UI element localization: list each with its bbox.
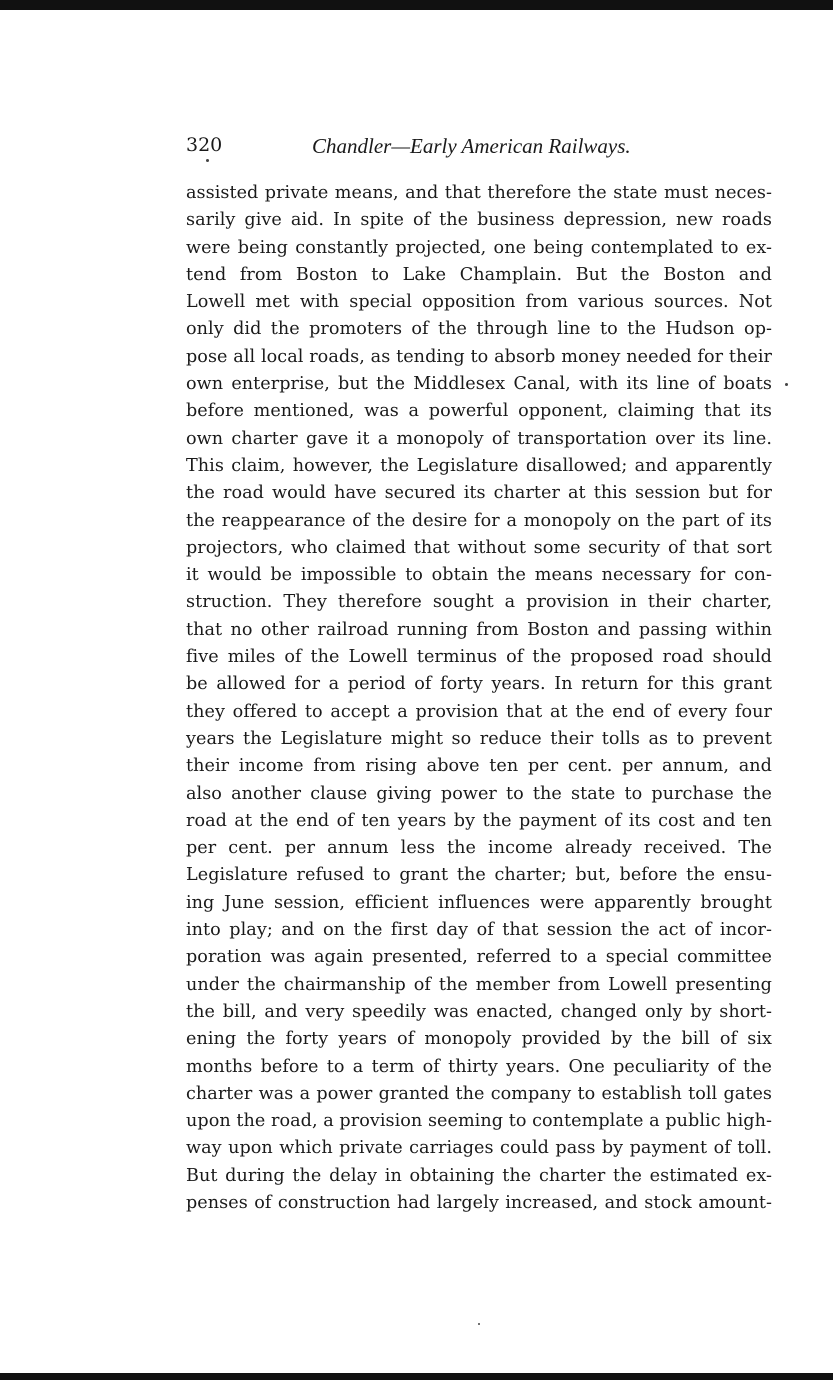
text-line: ening the forty years of monopoly provided by the bill of six xyxy=(186,1029,772,1050)
page-number: 320 xyxy=(186,134,223,156)
text-line: pose all local roads, as tending to absorb money needed for their xyxy=(186,346,772,367)
text-line: projectors, who claimed that without some security of that sort xyxy=(186,537,772,558)
text-line: the bill, and very speedily was enacted, changed only by short- xyxy=(186,1001,772,1022)
text-line: penses of construction had largely increased, and stock amount- xyxy=(186,1192,772,1213)
scan-top-edge xyxy=(0,0,833,10)
text-line: the reappearance of the desire for a monopoly on the part of its xyxy=(186,510,772,531)
running-title: Chandler—Early American Railways. xyxy=(312,134,631,158)
text-line: their income from rising above ten per cent. per annum, and xyxy=(186,756,772,777)
scan-speck xyxy=(206,159,209,162)
text-line: per cent. per annum less the income already received. The xyxy=(186,838,772,859)
text-line: struction. They therefore sought a provision in their charter, xyxy=(186,592,772,613)
text-line: assisted private means, and that therefore the state must neces- xyxy=(186,183,772,203)
text-line: that no other railroad running from Boston and passing within xyxy=(186,619,772,640)
scan-speck xyxy=(785,383,788,386)
text-line: upon the road, a provision seeming to contemplate a public high- xyxy=(186,1111,772,1132)
text-line: they offered to accept a provision that at the end of every four xyxy=(186,701,772,722)
text-line: under the chairmanship of the member from Lowell presenting xyxy=(186,974,772,995)
text-line: into play; and on the first day of that session the act of incor- xyxy=(186,920,772,941)
text-line: road at the end of ten years by the payment of its cost and ten xyxy=(186,810,772,831)
text-line: months before to a term of thirty years. One peculiarity of the xyxy=(186,1056,772,1077)
text-line: only did the promoters of the through line to the Hudson op- xyxy=(186,319,772,340)
text-line: But during the delay in obtaining the charter the estimated ex- xyxy=(186,1165,772,1186)
text-line: way upon which private carriages could pass by payment of toll. xyxy=(186,1138,772,1159)
text-line: poration was again presented, referred to a special committee xyxy=(186,947,772,968)
text-line: five miles of the Lowell terminus of the proposed road should xyxy=(186,647,772,668)
text-line: own charter gave it a monopoly of transportation over its line. xyxy=(186,428,772,449)
text-line: Lowell met with special opposition from various sources. Not xyxy=(186,292,772,313)
text-line: it would be impossible to obtain the means necessary for con- xyxy=(186,565,772,586)
text-line: charter was a power granted the company to establish toll gates xyxy=(186,1083,772,1104)
text-line: before mentioned, was a powerful opponent, claiming that its xyxy=(186,401,772,422)
scan-bottom-edge xyxy=(0,1373,833,1380)
text-line: sarily give aid. In spite of the business depression, new roads xyxy=(186,210,772,231)
text-line: own enterprise, but the Middlesex Canal, with its line of boats xyxy=(186,374,772,395)
body-text xyxy=(186,180,772,1217)
text-line: Legislature refused to grant the charter; but, before the ensu- xyxy=(186,865,772,886)
text-line: ing June session, efficient influences were apparently brought xyxy=(186,892,772,913)
text-line: also another clause giving power to the state to purchase the xyxy=(186,783,772,804)
text-line: be allowed for a period of forty years. In return for this grant xyxy=(186,674,772,695)
running-head xyxy=(186,134,772,162)
scan-speck xyxy=(478,1323,480,1325)
text-line: tend from Boston to Lake Champlain. But the Boston and xyxy=(186,264,772,285)
text-line: years the Legislature might so reduce their tolls as to prevent xyxy=(186,728,772,749)
text-line: This claim, however, the Legislature disallowed; and apparently xyxy=(186,455,772,476)
text-line: were being constantly projected, one being contemplated to ex- xyxy=(186,237,772,258)
text-line: the road would have secured its charter at this session but for xyxy=(186,483,772,504)
